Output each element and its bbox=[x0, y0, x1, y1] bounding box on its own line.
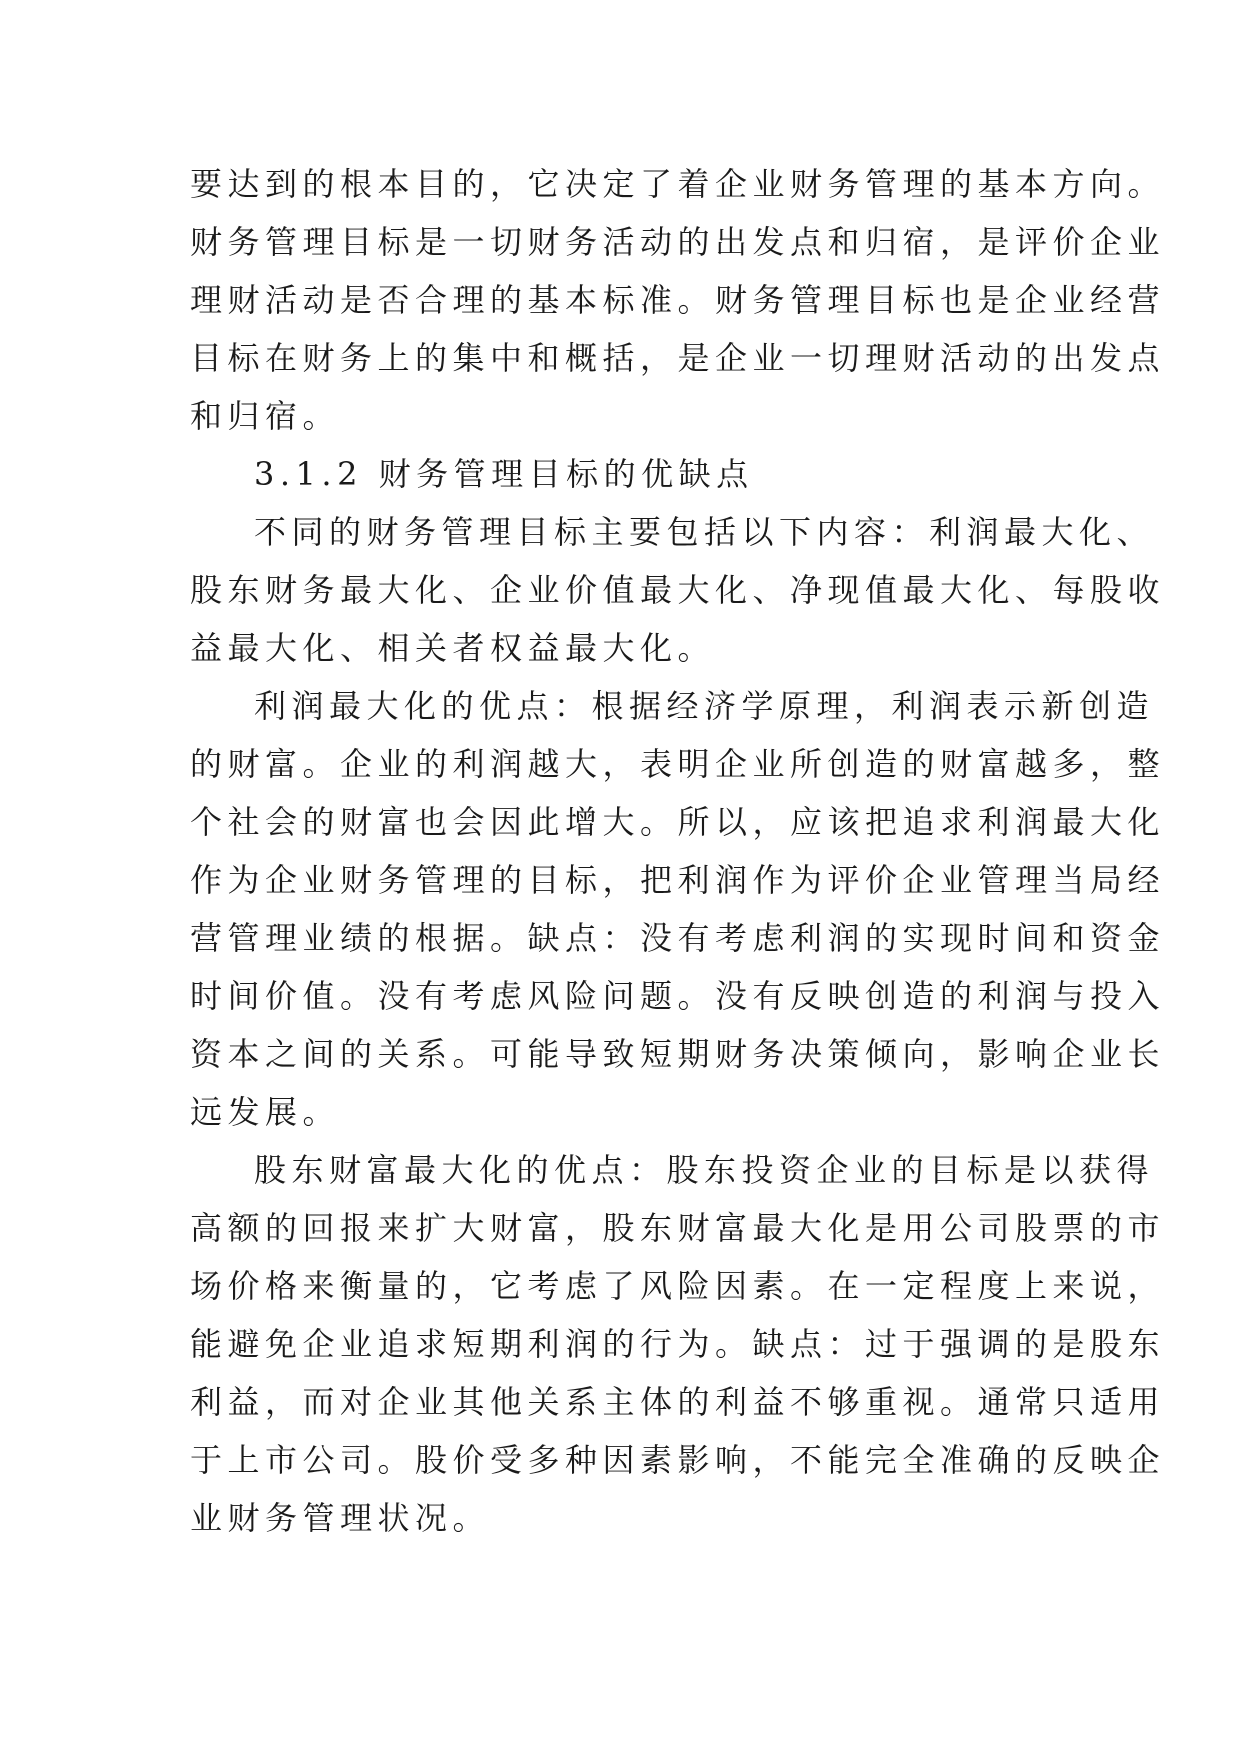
paragraph-financial-goal-definition bbox=[190, 155, 1166, 445]
text-line: 的财富。企业的利润越大，表明企业所创造的财富越多，整 bbox=[190, 745, 1166, 783]
text-line: 作为企业财务管理的目标，把利润作为评价企业管理当局经 bbox=[190, 861, 1166, 899]
text-line: 利润最大化的优点：根据经济学原理，利润表示新创造 bbox=[254, 687, 1155, 725]
section-heading: 3.1.2 财务管理目标的优缺点 bbox=[254, 455, 754, 493]
document-body bbox=[190, 155, 1166, 1547]
text-line: 能避免企业追求短期利润的行为。缺点：过于强调的是股东 bbox=[190, 1325, 1166, 1363]
paragraph-shareholder-wealth bbox=[190, 1141, 1166, 1547]
text-line: 营管理业绩的根据。缺点：没有考虑利润的实现时间和资金 bbox=[190, 919, 1166, 957]
paragraph-profit-maximization bbox=[190, 677, 1166, 1141]
text-line: 资本之间的关系。可能导致短期财务决策倾向，影响企业长 bbox=[190, 1035, 1166, 1073]
text-line: 益最大化、相关者权益最大化。 bbox=[190, 629, 716, 667]
text-line: 目标在财务上的集中和概括，是企业一切理财活动的出发点 bbox=[190, 339, 1166, 377]
text-line: 于上市公司。股价受多种因素影响，不能完全准确的反映企 bbox=[190, 1441, 1166, 1479]
text-line: 要达到的根本目的，它决定了着企业财务管理的基本方向。 bbox=[190, 165, 1166, 203]
text-line: 不同的财务管理目标主要包括以下内容：利润最大化、 bbox=[254, 513, 1155, 551]
text-line: 股东财务最大化、企业价值最大化、净现值最大化、每股收 bbox=[190, 571, 1166, 609]
text-line: 远发展。 bbox=[190, 1093, 341, 1131]
text-line: 高额的回报来扩大财富，股东财富最大化是用公司股票的市 bbox=[190, 1209, 1166, 1247]
text-line: 时间价值。没有考虑风险问题。没有反映创造的利润与投入 bbox=[190, 977, 1166, 1015]
text-line: 财务管理目标是一切财务活动的出发点和归宿，是评价企业 bbox=[190, 223, 1166, 261]
text-line: 个社会的财富也会因此增大。所以，应该把追求利润最大化 bbox=[190, 803, 1166, 841]
text-line: 利益，而对企业其他关系主体的利益不够重视。通常只适用 bbox=[190, 1383, 1166, 1421]
paragraph-goal-types bbox=[190, 503, 1166, 677]
text-line: 业财务管理状况。 bbox=[190, 1499, 491, 1537]
text-line: 和归宿。 bbox=[190, 397, 341, 435]
text-line: 理财活动是否合理的基本标准。财务管理目标也是企业经营 bbox=[190, 281, 1166, 319]
text-line: 场价格来衡量的，它考虑了风险因素。在一定程度上来说， bbox=[190, 1267, 1166, 1305]
text-line: 股东财富最大化的优点：股东投资企业的目标是以获得 bbox=[254, 1151, 1155, 1189]
